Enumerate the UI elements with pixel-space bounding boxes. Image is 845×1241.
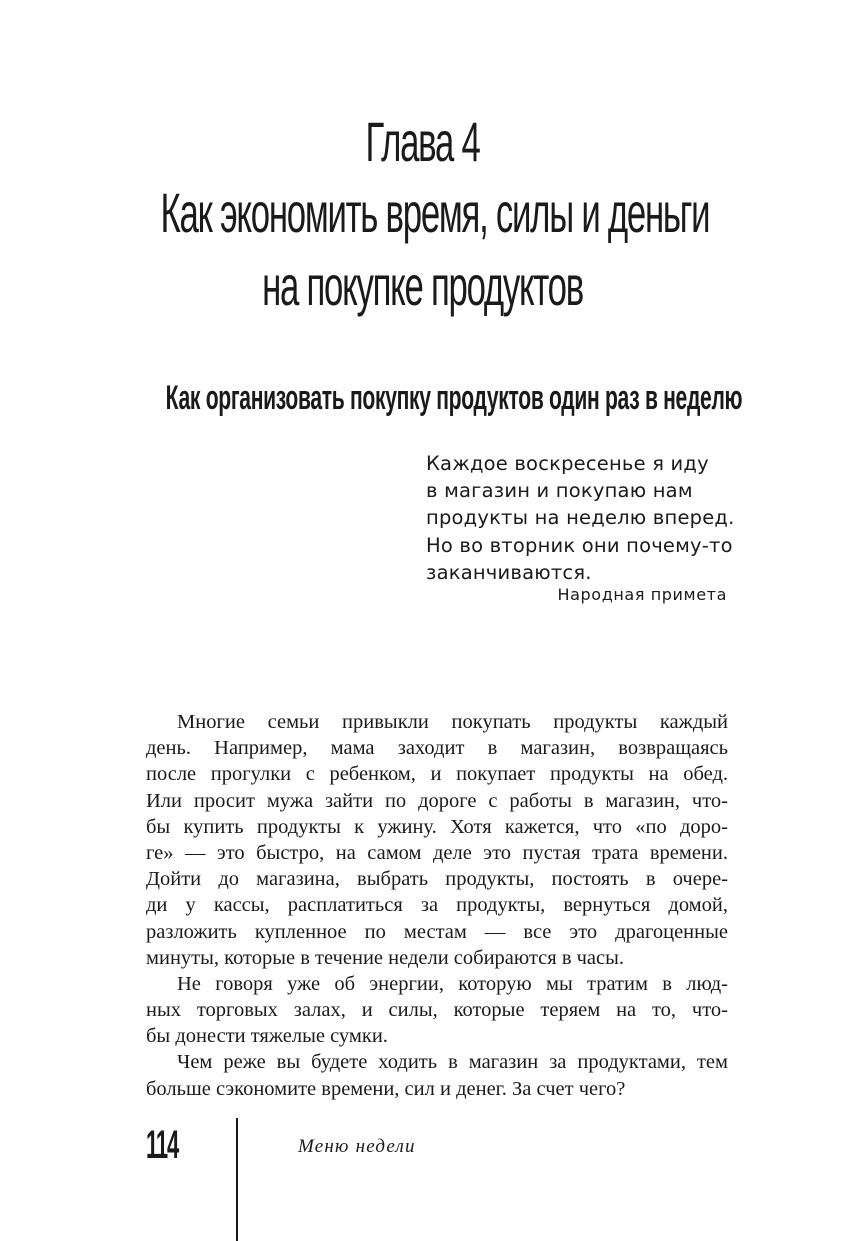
chapter-number: Глава 4 [365,110,480,173]
body-line: Многие семьи привыкли покупать продукты каждый [177,711,728,733]
running-head: Меню недели [298,1136,416,1157]
body-text [146,709,728,1102]
body-line: Или просит мужа зайти по дороге с работы в магазин, что- [146,789,728,812]
epigraph-line: в магазин и покупаю нам [426,479,693,503]
body-line: ге» — это быстро, на самом деле это пустая трата времени. [146,841,728,864]
body-line: Чем реже вы будете ходить в магазин за продуктами, тем [177,1051,728,1074]
body-line: Не говоря уже об энергии, которую мы тратим в люд- [177,972,728,995]
body-line: больше сэкономите времени, сил и денег. За счет чего? [146,1077,626,1100]
body-line: ди у кассы, расплатиться за продукты, вернуться домой, [146,894,728,917]
body-line: минуты, которые в течение недели собираются в часы. [146,946,625,969]
epigraph-line: продукты на неделю вперед. [426,506,735,530]
epigraph-line: Но во вторник они почему-то [426,533,733,557]
body-line: после прогулки с ребенком, и покупает продукты на обед. [146,763,728,786]
epigraph-line: заканчиваются. [426,560,592,584]
body-line: разложить купленное по местам — все это драгоценные [146,920,728,943]
body-line: ных торговых залах, и силы, которые теряем на то, что- [146,999,728,1022]
epigraph [426,450,735,586]
footer-divider [236,1118,238,1241]
body-line: бы донести тяжелые сумки. [146,1025,388,1048]
body-line: день. Например, мама заходит в магазин, возвращаясь [146,737,728,760]
chapter-title-line-1: Как экономить время, силы и деньги [160,181,710,244]
body-line: Дойти до магазина, выбрать продукты, постоять в очере- [146,868,728,891]
chapter-title-line-2: на покупке продуктов [262,254,583,317]
epigraph-line: Каждое воскресенье я иду [426,452,709,475]
body-line: бы купить продукты к ужину. Хотя кажется, что «по доро- [146,815,728,838]
page-number: 114 [146,1123,179,1167]
section-title: Как организовать покупку продуктов один раз в неделю [165,379,743,417]
epigraph-source: Народная примета [557,585,727,604]
